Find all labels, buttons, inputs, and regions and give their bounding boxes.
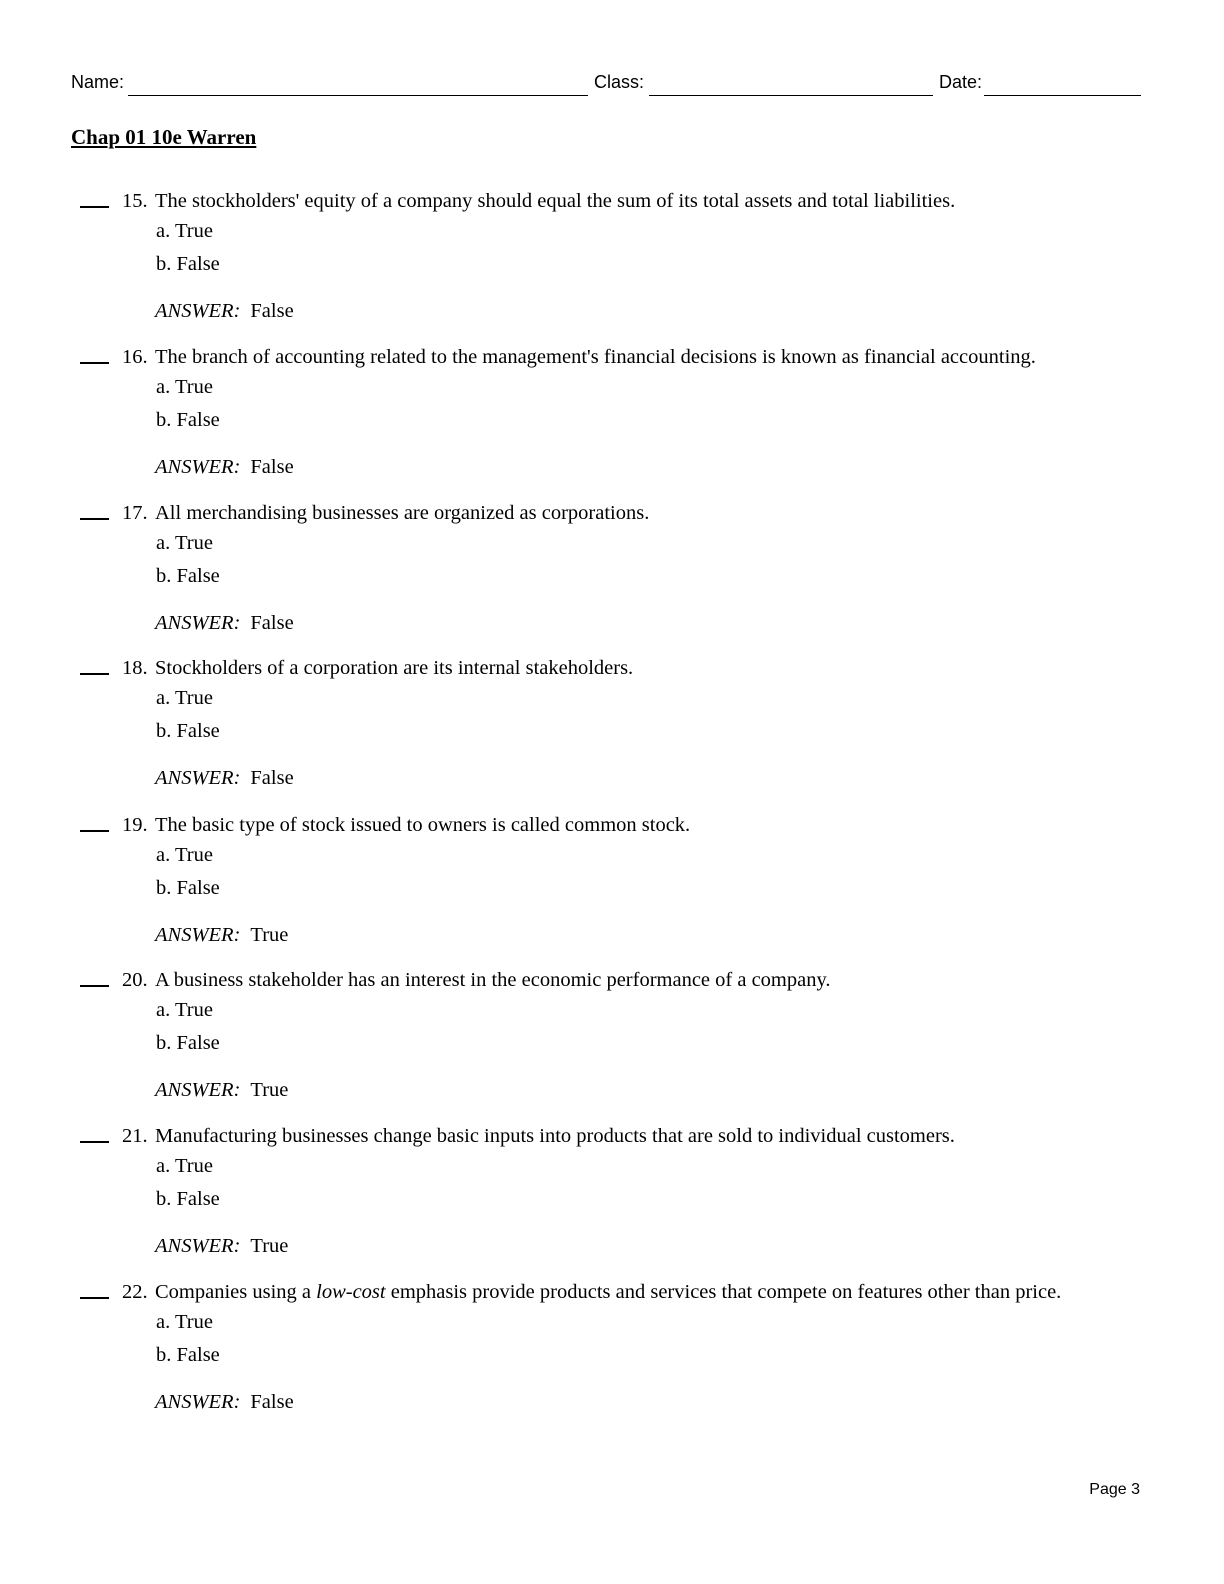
question-item — [0, 657, 1224, 797]
option-false: b. False — [156, 1344, 220, 1366]
answer-label: ANSWER: — [155, 1079, 241, 1101]
answer-line — [155, 924, 288, 947]
answer-label: ANSWER: — [155, 1235, 241, 1257]
question-number: 17. — [122, 502, 148, 524]
option-true: a. True — [156, 376, 213, 398]
answer-label: ANSWER: — [155, 300, 241, 322]
option-false: b. False — [156, 1032, 220, 1054]
option-true: a. True — [156, 532, 213, 554]
question-item — [0, 1125, 1224, 1265]
question-number: 18. — [122, 657, 148, 679]
answer-line — [155, 456, 294, 479]
option-false: b. False — [156, 253, 220, 275]
answer-line — [155, 1235, 288, 1258]
question-number: 22. — [122, 1281, 148, 1303]
option-true: a. True — [156, 220, 213, 242]
question-number: 19. — [122, 814, 148, 836]
answer-blank — [80, 1141, 109, 1143]
answer-value: True — [250, 924, 289, 946]
name-label: Name: — [71, 72, 125, 92]
page-number: Page 3 — [1089, 1481, 1140, 1498]
question-text: Stockholders of a corporation are its internal stakeholders. — [155, 657, 634, 679]
name-blank-line — [128, 95, 588, 96]
question-number: 15. — [122, 190, 148, 212]
option-true: a. True — [156, 1311, 213, 1333]
answer-label: ANSWER: — [155, 924, 241, 946]
answer-value: True — [250, 1079, 289, 1101]
question-number: 21. — [122, 1125, 148, 1147]
question-text-start: Companies using a — [155, 1281, 317, 1303]
question-text: All merchandising businesses are organized as corporations. — [155, 502, 650, 524]
answer-value: False — [250, 612, 294, 634]
question-item — [0, 502, 1224, 642]
answer-line — [155, 300, 294, 323]
question-text: The stockholders' equity of a company should equal the sum of its total assets and total liabilities. — [155, 190, 956, 212]
student-info-header — [71, 72, 1141, 98]
answer-blank — [80, 1297, 109, 1299]
answer-blank — [80, 985, 109, 987]
answer-label: ANSWER: — [155, 612, 241, 634]
question-text: A business stakeholder has an interest in the economic performance of a company. — [155, 969, 831, 991]
answer-line — [155, 767, 294, 790]
question-text: The branch of accounting related to the management's financial decisions is known as financial accounting. — [155, 346, 1036, 368]
answer-blank — [80, 830, 109, 832]
question-item — [0, 190, 1224, 330]
question-item — [0, 814, 1224, 954]
answer-value: False — [250, 767, 294, 789]
answer-label: ANSWER: — [155, 456, 241, 478]
answer-line — [155, 612, 294, 635]
answer-blank — [80, 518, 109, 520]
answer-line — [155, 1391, 294, 1414]
option-false: b. False — [156, 877, 220, 899]
option-false: b. False — [156, 565, 220, 587]
question-item — [0, 346, 1224, 486]
question-text: The basic type of stock issued to owners is called common stock. — [155, 814, 691, 836]
answer-blank — [80, 362, 109, 364]
question-number: 20. — [122, 969, 148, 991]
option-true: a. True — [156, 687, 213, 709]
answer-blank — [80, 206, 109, 208]
option-false: b. False — [156, 1188, 220, 1210]
question-text: Manufacturing businesses change basic inputs into products that are sold to individual customers. — [155, 1125, 955, 1147]
option-true: a. True — [156, 844, 213, 866]
option-true: a. True — [156, 999, 213, 1021]
option-false: b. False — [156, 720, 220, 742]
answer-label: ANSWER: — [155, 767, 241, 789]
answer-line — [155, 1079, 288, 1102]
answer-value: True — [250, 1235, 289, 1257]
question-text-emphasis: low-cost — [316, 1281, 386, 1303]
class-blank-line — [649, 95, 933, 96]
question-item — [0, 969, 1224, 1109]
option-true: a. True — [156, 1155, 213, 1177]
answer-blank — [80, 673, 109, 675]
answer-value: False — [250, 300, 294, 322]
answer-label: ANSWER: — [155, 1391, 241, 1413]
answer-value: False — [250, 456, 294, 478]
question-text-end: emphasis provide products and services that compete on features other than price. — [385, 1281, 1062, 1303]
question-text — [155, 1281, 1061, 1304]
chapter-title: Chap 01 10e Warren — [71, 125, 257, 149]
date-label: Date: — [939, 72, 983, 92]
option-false: b. False — [156, 409, 220, 431]
question-number: 16. — [122, 346, 148, 368]
answer-value: False — [250, 1391, 294, 1413]
date-blank-line — [984, 95, 1141, 96]
question-item — [0, 1281, 1224, 1421]
class-label: Class: — [594, 72, 645, 92]
